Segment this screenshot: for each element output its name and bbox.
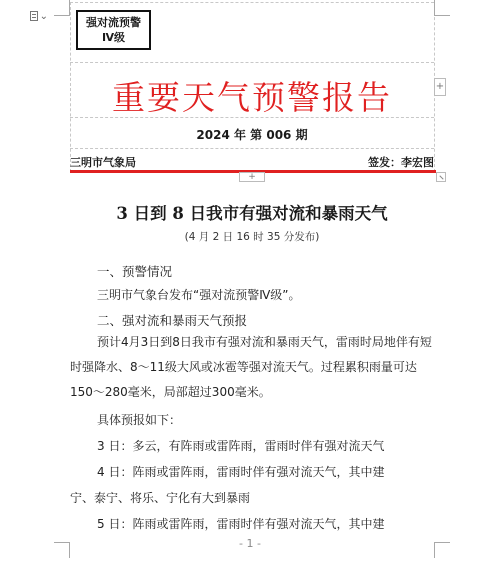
document-icon xyxy=(30,11,38,21)
paragraph: 三明市气象台发布“强对流预警Ⅳ级”。 xyxy=(97,288,301,302)
forecast-line: 5 日：阵雨或雷阵雨，雷雨时伴有强对流天气，其中建 xyxy=(97,517,385,531)
document-title: 3 日到 8 日我市有强对流和暴雨天气 xyxy=(116,204,388,223)
crop-mark xyxy=(434,0,450,16)
page-number: - 1 - xyxy=(239,537,261,550)
paragraph: 具体预报如下： xyxy=(97,413,182,427)
table-add-row-button[interactable]: + xyxy=(239,172,265,182)
report-masthead-title: 重要天气预警报告 xyxy=(112,78,392,117)
forecast-line: 3 日：多云，有阵雨或雷阵雨，雷雨时伴有强对流天气 xyxy=(97,439,385,453)
warning-level-line2: Ⅳ级 xyxy=(101,31,126,44)
warning-level-box xyxy=(76,10,151,50)
header-grid-line xyxy=(70,2,434,3)
warning-level-line1: 强对流预警 xyxy=(86,16,141,29)
crop-mark xyxy=(54,0,70,16)
section-heading: 一、预警情况 xyxy=(97,264,173,279)
publish-time: (4 月 2 日 16 时 35 分发布) xyxy=(184,231,320,243)
table-resize-handle[interactable] xyxy=(436,172,446,182)
header-grid-line xyxy=(70,148,434,149)
chevron-down-icon: ⌄ xyxy=(39,10,48,22)
issue-number: 2024 年 第 006 期 xyxy=(196,128,308,142)
forecast-line: 宁、泰宁、将乐、宁化有大到暴雨 xyxy=(70,491,251,505)
paragraph: 预计4月3日到8日我市有强对流和暴雨天气，雷雨时局地伴有短时强降水、8～11级大风或冰雹等强对流天气。过程累积雨量可达150～280毫米，局部超过300毫米。 xyxy=(70,335,432,399)
issuing-agency: 三明市气象局 xyxy=(70,156,136,169)
table-add-column-button[interactable]: + xyxy=(434,78,446,96)
section-heading: 二、强对流和暴雨天气预报 xyxy=(97,313,248,328)
header-grid-line xyxy=(70,62,434,63)
page-view-toggle-button[interactable] xyxy=(30,8,48,24)
signer: 签发：李宏图 xyxy=(368,156,434,169)
forecast-line: 4 日：阵雨或雷阵雨，雷雨时伴有强对流天气，其中建 xyxy=(97,465,385,479)
